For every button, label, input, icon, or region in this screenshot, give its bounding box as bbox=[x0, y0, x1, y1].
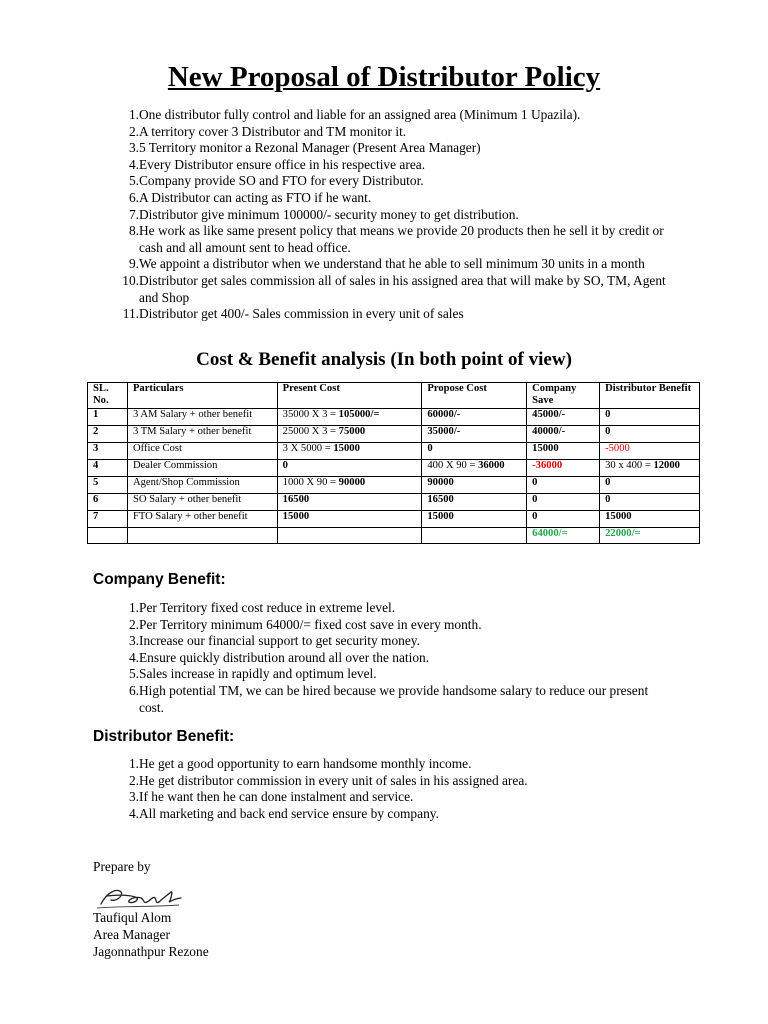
item-text: Distributor get sales commission all of sales in his assigned area that will make by SO, TM, Agent and Shop bbox=[139, 272, 666, 305]
item-number: 1. bbox=[128, 107, 139, 122]
cell-amount: 15000 bbox=[282, 511, 310, 522]
table-header-row bbox=[88, 383, 700, 409]
cell-sl: 4 bbox=[88, 460, 128, 477]
cell-amount: 90000 bbox=[338, 477, 366, 488]
cell-propose-cost bbox=[422, 477, 527, 494]
cell-distributor-benefit bbox=[600, 426, 700, 443]
header-propose-cost: Propose Cost bbox=[422, 383, 527, 409]
item-number: 10. bbox=[122, 272, 139, 288]
item-number: 6. bbox=[128, 682, 139, 698]
cell-particulars: 3 AM Salary + other benefit bbox=[127, 409, 277, 426]
cell-propose-cost bbox=[422, 443, 527, 460]
cell-distributor-benefit bbox=[600, 443, 700, 460]
cell-sl: 7 bbox=[88, 511, 128, 528]
page-title: New Proposal of Distributor Policy bbox=[167, 61, 601, 93]
cell-company-save: 40000/- bbox=[527, 426, 600, 443]
cell-present-cost bbox=[277, 409, 422, 426]
cell-propose-cost bbox=[422, 409, 527, 426]
item-text: Sales increase in rapidly and optimum level. bbox=[139, 666, 377, 682]
item-number: 1. bbox=[128, 600, 139, 615]
cell-present-cost bbox=[277, 494, 422, 511]
cell-company-save: 15000 bbox=[527, 443, 600, 460]
list-item bbox=[113, 789, 673, 806]
list-item bbox=[113, 756, 673, 773]
item-text: A territory cover 3 Distributor and TM monitor it. bbox=[139, 123, 407, 139]
item-text: All marketing and back end service ensure by company. bbox=[139, 805, 439, 821]
cell-present-cost bbox=[277, 443, 422, 460]
list-item bbox=[113, 207, 673, 224]
item-text: Increase our financial support to get security money. bbox=[139, 633, 420, 649]
item-number: 7. bbox=[128, 206, 139, 222]
preparer-location: Jagonnathpur Rezone bbox=[93, 944, 209, 959]
item-number: 3. bbox=[128, 140, 139, 156]
item-number: 11. bbox=[122, 306, 139, 322]
header-particulars: Particulars bbox=[127, 383, 277, 409]
company-benefit-list bbox=[113, 600, 673, 716]
list-item bbox=[113, 650, 673, 667]
cell-amount: 0 bbox=[427, 443, 433, 454]
cell-amount: 36000 bbox=[478, 460, 505, 471]
cell-amount: 35000/- bbox=[427, 426, 461, 437]
cell-amount: 0 bbox=[605, 409, 611, 420]
item-text: We appoint a distributor when we understand that he able to sell minimum 30 units in a month bbox=[139, 256, 645, 272]
item-number: 6. bbox=[128, 189, 139, 205]
distributor-benefit-heading: Distributor Benefit: bbox=[93, 728, 235, 745]
item-number: 9. bbox=[128, 256, 139, 272]
list-item bbox=[113, 256, 673, 273]
item-number: 5. bbox=[128, 173, 139, 189]
cell-company-save: 0 bbox=[527, 511, 600, 528]
item-number: 5. bbox=[128, 666, 139, 682]
table-row bbox=[88, 494, 700, 511]
cell-company-save-negative: -36000 bbox=[527, 460, 600, 477]
cell-amount: 90000 bbox=[427, 477, 454, 488]
list-item bbox=[113, 140, 673, 157]
list-item bbox=[113, 223, 673, 256]
table-row bbox=[88, 477, 700, 494]
item-text: Per Territory minimum 64000/= fixed cost save in every month. bbox=[139, 616, 482, 632]
cell-propose-cost bbox=[422, 511, 527, 528]
table-row bbox=[88, 511, 700, 528]
list-item bbox=[113, 806, 673, 823]
table-row bbox=[88, 426, 700, 443]
cell-company-save: 0 bbox=[527, 494, 600, 511]
cell-formula: 400 X 90 = bbox=[427, 460, 479, 471]
item-text: Company provide SO and FTO for every Distributor. bbox=[139, 173, 424, 189]
item-number: 3. bbox=[128, 633, 139, 649]
item-number: 2. bbox=[128, 616, 139, 632]
table-row bbox=[88, 443, 700, 460]
header-sl: SL. No. bbox=[88, 383, 128, 409]
item-text: 5 Territory monitor a Rezonal Manager (Present Area Manager) bbox=[139, 140, 481, 156]
cell-particulars: 3 TM Salary + other benefit bbox=[127, 426, 277, 443]
cell-total-company-save: 64000/= bbox=[527, 528, 600, 544]
cell-particulars: Office Cost bbox=[127, 443, 277, 460]
item-number: 4. bbox=[128, 805, 139, 821]
policy-list bbox=[113, 107, 673, 323]
cell-present-cost bbox=[277, 426, 422, 443]
item-text: One distributor fully control and liable for an assigned area (Minimum 1 Upazila). bbox=[139, 107, 581, 122]
list-item bbox=[113, 173, 673, 190]
item-text: A Distributor can acting as FTO if he want. bbox=[139, 189, 372, 205]
item-text: Distributor get 400/- Sales commission in every unit of sales bbox=[139, 306, 464, 322]
list-item bbox=[113, 124, 673, 141]
item-text: High potential TM, we can be hired because we provide handsome salary to reduce our present cost. bbox=[139, 682, 649, 715]
list-item bbox=[113, 617, 673, 634]
item-number: 2. bbox=[128, 772, 139, 788]
cell-empty bbox=[277, 528, 422, 544]
analysis-title: Cost & Benefit analysis (In both point of view) bbox=[196, 349, 572, 370]
cell-formula: 3 X 5000 = bbox=[282, 443, 334, 454]
cell-amount: 15000 bbox=[427, 511, 454, 522]
cell-particulars: SO Salary + other benefit bbox=[127, 494, 277, 511]
cell-amount: 16500 bbox=[282, 494, 310, 505]
table-row bbox=[88, 409, 700, 426]
list-item bbox=[113, 273, 673, 306]
list-item bbox=[113, 157, 673, 174]
cell-propose-cost bbox=[422, 460, 527, 477]
cell-empty bbox=[88, 528, 128, 544]
distributor-benefit-list bbox=[113, 756, 673, 822]
list-item bbox=[113, 633, 673, 650]
cell-formula: 30 x 400 = bbox=[605, 460, 654, 471]
cell-amount-negative: -5000 bbox=[605, 443, 630, 454]
item-text: If he want then he can done instalment and service. bbox=[139, 789, 414, 805]
item-text: Distributor give minimum 100000/- security money to get distribution. bbox=[139, 206, 519, 222]
list-item bbox=[113, 773, 673, 790]
cell-sl: 5 bbox=[88, 477, 128, 494]
cell-amount: 0 bbox=[605, 494, 611, 505]
cell-distributor-benefit bbox=[600, 477, 700, 494]
cell-formula: 35000 X 3 = bbox=[282, 409, 339, 420]
cell-particulars: FTO Salary + other benefit bbox=[127, 511, 277, 528]
cell-company-save: 45000/- bbox=[527, 409, 600, 426]
item-number: 4. bbox=[128, 649, 139, 665]
cell-sl: 1 bbox=[88, 409, 128, 426]
list-item bbox=[113, 190, 673, 207]
cell-formula: 1000 X 90 = bbox=[282, 477, 339, 488]
list-item bbox=[113, 666, 673, 683]
cell-distributor-benefit bbox=[600, 409, 700, 426]
list-item bbox=[113, 683, 673, 716]
header-present-cost: Present Cost bbox=[277, 383, 422, 409]
cell-sl: 3 bbox=[88, 443, 128, 460]
prepare-by-label: Prepare by bbox=[93, 859, 151, 874]
item-number: 4. bbox=[128, 156, 139, 172]
cell-empty bbox=[422, 528, 527, 544]
list-item bbox=[113, 306, 673, 323]
cost-benefit-table bbox=[87, 382, 700, 544]
cell-particulars: Agent/Shop Commission bbox=[127, 477, 277, 494]
cell-total-distributor-benefit: 22000/= bbox=[600, 528, 700, 544]
cell-distributor-benefit bbox=[600, 511, 700, 528]
cell-amount: 15000 bbox=[605, 511, 632, 522]
preparer-name: Taufiqul Alom bbox=[93, 910, 172, 925]
cell-amount: 60000/- bbox=[427, 409, 461, 420]
cell-company-save: 0 bbox=[527, 477, 600, 494]
list-item bbox=[113, 107, 673, 124]
cell-amount: 105000/= bbox=[338, 409, 380, 420]
item-text: He get distributor commission in every unit of sales in his assigned area. bbox=[139, 772, 528, 788]
item-number: 8. bbox=[128, 223, 139, 239]
item-text: Ensure quickly distribution around all over the nation. bbox=[139, 649, 430, 665]
table-total-row bbox=[88, 528, 700, 544]
item-number: 2. bbox=[128, 123, 139, 139]
table-row bbox=[88, 460, 700, 477]
cell-amount: 75000 bbox=[338, 426, 366, 437]
cell-sl: 6 bbox=[88, 494, 128, 511]
cell-distributor-benefit bbox=[600, 494, 700, 511]
item-text: He work as like same present policy that means we provide 20 products then he sell it by credit or cash and all amount sent to head office. bbox=[139, 223, 664, 255]
cell-present-cost bbox=[277, 477, 422, 494]
cell-distributor-benefit bbox=[600, 460, 700, 477]
item-text: Every Distributor ensure office in his respective area. bbox=[139, 156, 426, 172]
item-text: Per Territory fixed cost reduce in extreme level. bbox=[139, 600, 396, 615]
header-company-save: Company Save bbox=[527, 383, 600, 409]
item-number: 3. bbox=[128, 789, 139, 805]
cell-amount: 16500 bbox=[427, 494, 454, 505]
signature-image bbox=[93, 878, 185, 912]
cell-amount: 12000 bbox=[653, 460, 680, 471]
item-number: 1. bbox=[128, 756, 139, 771]
cell-present-cost bbox=[277, 460, 422, 477]
cell-amount: 0 bbox=[605, 477, 611, 488]
cell-amount: 0 bbox=[605, 426, 611, 437]
preparer-designation: Area Manager bbox=[93, 927, 170, 942]
cell-propose-cost bbox=[422, 426, 527, 443]
cell-particulars: Dealer Commission bbox=[127, 460, 277, 477]
list-item bbox=[113, 600, 673, 617]
item-text: He get a good opportunity to earn handsome monthly income. bbox=[139, 756, 472, 771]
cell-sl: 2 bbox=[88, 426, 128, 443]
header-distributor-benefit: Distributor Benefit bbox=[600, 383, 700, 409]
cell-present-cost bbox=[277, 511, 422, 528]
cell-formula: 25000 X 3 = bbox=[282, 426, 339, 437]
cell-amount: 0 bbox=[282, 460, 288, 471]
cell-propose-cost bbox=[422, 494, 527, 511]
company-benefit-heading: Company Benefit: bbox=[93, 571, 226, 588]
cell-amount: 15000 bbox=[333, 443, 360, 454]
cell-empty bbox=[127, 528, 277, 544]
